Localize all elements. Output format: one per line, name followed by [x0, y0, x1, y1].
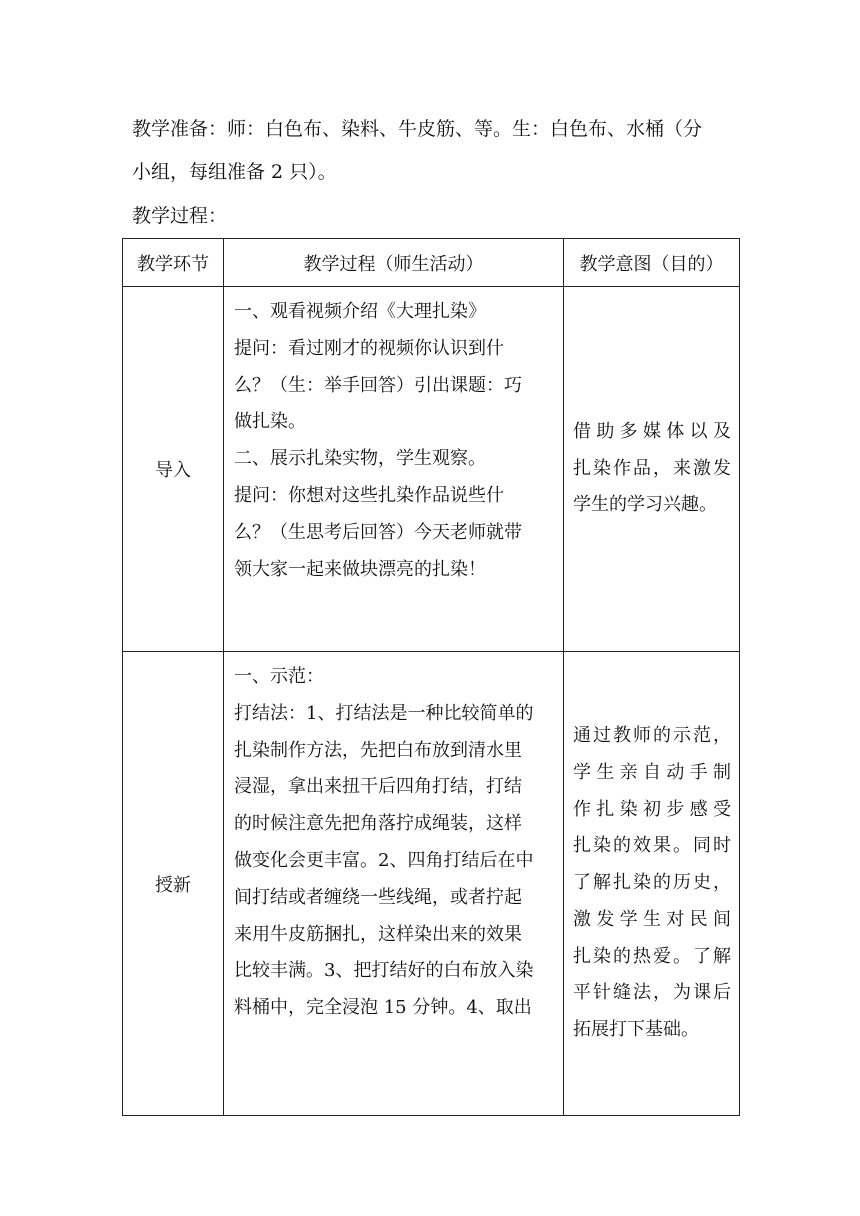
cell-line: 激发学生对民间	[573, 908, 731, 930]
process-heading: 教学过程：	[132, 205, 228, 227]
cell-line: 么？（生思考后回答）今天老师就带	[234, 521, 522, 543]
header-stage: 教学环节	[123, 239, 224, 287]
cell-line: 平针缝法，为课后	[573, 982, 731, 1004]
stage-cell: 授新	[123, 652, 224, 1116]
table-header-row	[123, 239, 740, 287]
cell-line: 拓展打下基础。	[573, 1019, 699, 1041]
cell-line: 扎染制作方法，先把白布放到清水里	[234, 739, 522, 761]
cell-line: 通过教师的示范，	[573, 724, 731, 746]
activity-cell	[224, 287, 564, 652]
cell-line: 来用牛皮筋捆扎，这样染出来的效果	[234, 923, 522, 945]
cell-line: 提问：你想对这些扎染作品说些什	[234, 484, 504, 506]
preparation-line-2: 小组，每组准备 2 只）。	[132, 161, 337, 183]
cell-line: 一、示范：	[234, 666, 324, 687]
cell-line: 提问：看过刚才的视频你认识到什	[234, 337, 504, 359]
cell-line: 领大家一起来做块漂亮的扎染！	[234, 558, 486, 580]
cell-line: 扎染的效果。同时	[573, 835, 731, 857]
stage-cell: 导入	[123, 287, 224, 652]
lesson-table	[122, 238, 740, 1116]
cell-line: 二、展示扎染实物，学生观察。	[234, 448, 486, 470]
activity-cell	[224, 652, 564, 1116]
cell-line: 扎染的热爱。了解	[573, 945, 731, 967]
cell-line: 比较丰满。3、把打结好的白布放入染	[234, 960, 534, 982]
table-row	[123, 287, 740, 652]
cell-line: 的时候注意先把角落拧成绳装，这样	[234, 813, 522, 835]
cell-line: 学生的学习兴趣。	[573, 494, 717, 516]
purpose-cell	[564, 652, 740, 1116]
purpose-cell	[564, 287, 740, 652]
cell-line: 了解扎染的历史，	[573, 872, 731, 894]
cell-line: 借助多媒体以及	[573, 420, 731, 442]
cell-line: 作扎染初步感受	[573, 798, 731, 820]
preparation-line-1: 教学准备：师：白色布、染料、牛皮筋、等。生：白色布、水桶（分	[132, 118, 703, 140]
cell-line: 间打结或者缠绕一些线绳，或者拧起	[234, 886, 522, 908]
cell-line: 料桶中，完全浸泡 15 分钟。4、取出	[234, 997, 532, 1019]
cell-line: 浸湿，拿出来扭干后四角打结，打结	[234, 776, 522, 798]
cell-line: 学生亲自动手制	[573, 761, 731, 783]
cell-line: 做变化会更丰富。2、四角打结后在中	[234, 849, 534, 871]
cell-line: 扎染作品，来激发	[573, 457, 731, 479]
header-purpose: 教学意图（目的）	[564, 239, 740, 287]
table-row	[123, 652, 740, 1116]
cell-line: 做扎染。	[234, 411, 306, 433]
header-activity: 教学过程（师生活动）	[224, 239, 564, 287]
cell-line: 么？（生：举手回答）引出课题：巧	[234, 374, 522, 396]
cell-line: 一、观看视频介绍《大理扎染》	[234, 301, 486, 322]
cell-line: 打结法：1、打结法是一种比较简单的	[234, 702, 534, 724]
